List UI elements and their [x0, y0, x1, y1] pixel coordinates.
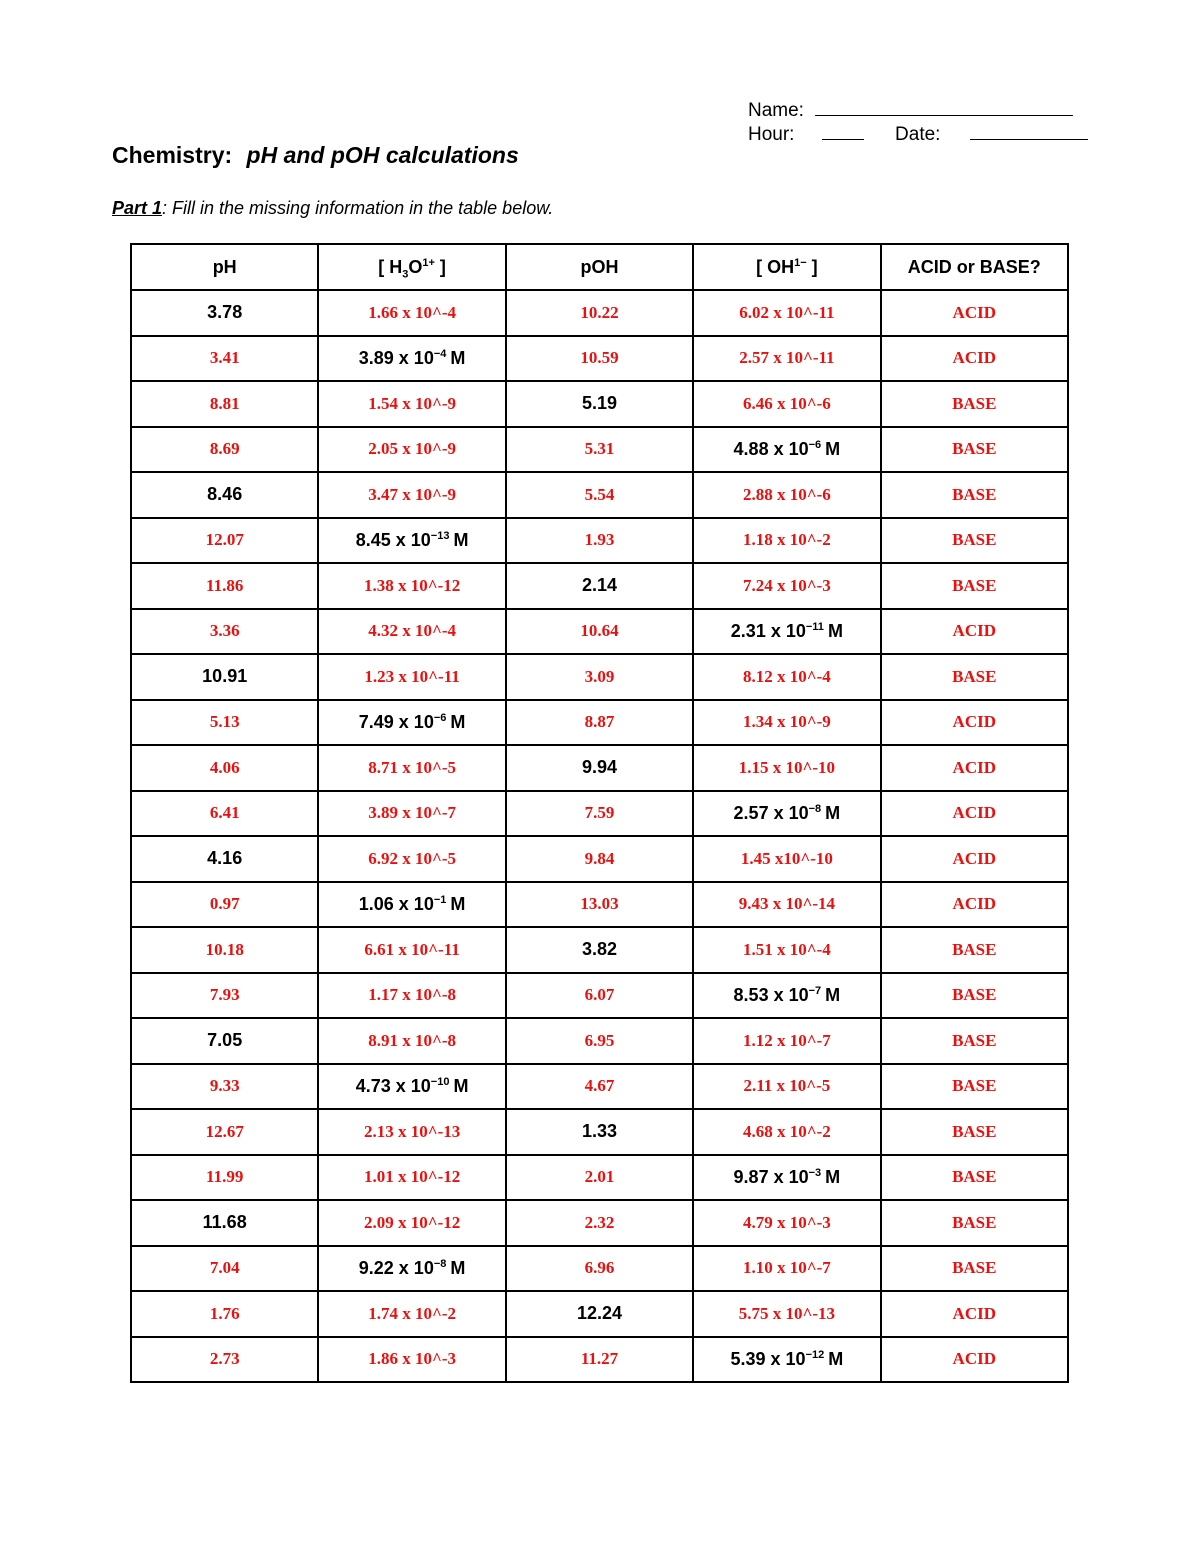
cell-poh: 2.32 [506, 1200, 693, 1246]
cell-poh: 1.93 [506, 518, 693, 564]
cell-ph: 8.81 [131, 381, 318, 427]
cell-h3o: 1.06 x $10^{-1}$ M [318, 882, 505, 928]
cell-oh: 1.18 x 10^-2 [693, 518, 880, 564]
cell-oh: 2.57 x 10^-11 [693, 336, 880, 382]
cell-type: BASE [881, 1018, 1068, 1064]
title-subject: pH and pOH calculations [246, 142, 519, 168]
name-line [748, 100, 1073, 122]
table-row [131, 973, 1068, 1019]
cell-oh: 1.10 x 10^-7 [693, 1246, 880, 1292]
table-row [131, 1155, 1068, 1201]
name-blank[interactable] [815, 100, 1073, 116]
cell-h3o: 3.89 x $10^{-4}$ M [318, 336, 505, 382]
table-row [131, 381, 1068, 427]
cell-ph: 4.16 [131, 836, 318, 882]
cell-h3o: 2.09 x 10^-12 [318, 1200, 505, 1246]
table-row [131, 1018, 1068, 1064]
cell-h3o: 1.01 x 10^-12 [318, 1155, 505, 1201]
cell-oh: 1.12 x 10^-7 [693, 1018, 880, 1064]
table-row [131, 1109, 1068, 1155]
header-oh: [ $OH^{1-}$ ] [693, 244, 880, 290]
part-label: Part 1 [112, 198, 163, 218]
cell-ph: 2.73 [131, 1337, 318, 1383]
cell-type: ACID [881, 1337, 1068, 1383]
page-title [112, 142, 519, 169]
cell-ph: 10.18 [131, 927, 318, 973]
cell-oh: 1.15 x 10^-10 [693, 745, 880, 791]
cell-poh: 6.07 [506, 973, 693, 1019]
cell-oh: 6.46 x 10^-6 [693, 381, 880, 427]
cell-h3o: 2.13 x 10^-13 [318, 1109, 505, 1155]
cell-type: BASE [881, 563, 1068, 609]
cell-poh: 11.27 [506, 1337, 693, 1383]
cell-poh: 3.82 [506, 927, 693, 973]
cell-type: BASE [881, 381, 1068, 427]
table-body [131, 290, 1068, 1382]
cell-type: BASE [881, 927, 1068, 973]
cell-type: BASE [881, 1109, 1068, 1155]
cell-h3o: 1.23 x 10^-11 [318, 654, 505, 700]
cell-h3o: 6.61 x 10^-11 [318, 927, 505, 973]
cell-type: ACID [881, 1291, 1068, 1337]
cell-poh: 9.84 [506, 836, 693, 882]
cell-oh: 6.02 x 10^-11 [693, 290, 880, 336]
cell-type: ACID [881, 745, 1068, 791]
cell-type: ACID [881, 836, 1068, 882]
header-h3o: [ $H_3O^{1+}$ ] [318, 244, 505, 290]
header-poh: pOH [506, 244, 693, 290]
cell-h3o: 8.91 x 10^-8 [318, 1018, 505, 1064]
cell-ph: 0.97 [131, 882, 318, 928]
cell-h3o: 9.22 x $10^{-8}$ M [318, 1246, 505, 1292]
cell-type: ACID [881, 609, 1068, 655]
instructions [112, 198, 553, 219]
table-row [131, 472, 1068, 518]
cell-oh: 8.53 x $10^{-7}$ M [693, 973, 880, 1019]
cell-ph: 3.78 [131, 290, 318, 336]
cell-poh: 5.54 [506, 472, 693, 518]
cell-h3o: 8.71 x 10^-5 [318, 745, 505, 791]
cell-h3o: 4.32 x 10^-4 [318, 609, 505, 655]
table-header-row [131, 244, 1068, 290]
cell-type: BASE [881, 427, 1068, 473]
cell-ph: 9.33 [131, 1064, 318, 1110]
cell-ph: 5.13 [131, 700, 318, 746]
cell-oh: 2.57 x $10^{-8}$ M [693, 791, 880, 837]
cell-oh: 4.88 x $10^{-6}$ M [693, 427, 880, 473]
cell-type: BASE [881, 518, 1068, 564]
cell-ph: 3.41 [131, 336, 318, 382]
cell-oh: 1.45 x10^-10 [693, 836, 880, 882]
table-row [131, 1337, 1068, 1383]
table-row [131, 1200, 1068, 1246]
cell-ph: 10.91 [131, 654, 318, 700]
cell-oh: 1.51 x 10^-4 [693, 927, 880, 973]
cell-oh: 2.11 x 10^-5 [693, 1064, 880, 1110]
cell-type: BASE [881, 654, 1068, 700]
cell-h3o: 3.89 x 10^-7 [318, 791, 505, 837]
cell-type: BASE [881, 472, 1068, 518]
cell-ph: 4.06 [131, 745, 318, 791]
cell-poh: 5.31 [506, 427, 693, 473]
cell-type: BASE [881, 973, 1068, 1019]
cell-ph: 6.41 [131, 791, 318, 837]
table-row [131, 518, 1068, 564]
cell-ph: 7.93 [131, 973, 318, 1019]
title-prefix: Chemistry: [112, 142, 233, 168]
cell-type: ACID [881, 290, 1068, 336]
cell-poh: 10.22 [506, 290, 693, 336]
cell-type: BASE [881, 1246, 1068, 1292]
cell-h3o: 1.66 x 10^-4 [318, 290, 505, 336]
cell-ph: 8.69 [131, 427, 318, 473]
cell-h3o: 1.17 x 10^-8 [318, 973, 505, 1019]
cell-poh: 9.94 [506, 745, 693, 791]
header-acid-or-base: ACID or BASE? [881, 244, 1068, 290]
cell-oh: 2.88 x 10^-6 [693, 472, 880, 518]
table-row [131, 791, 1068, 837]
table-row [131, 1246, 1068, 1292]
hour-label: Hour: [748, 124, 795, 145]
cell-poh: 6.95 [506, 1018, 693, 1064]
table-row [131, 290, 1068, 336]
cell-oh: 9.87 x $10^{-3}$ M [693, 1155, 880, 1201]
cell-oh: 7.24 x 10^-3 [693, 563, 880, 609]
cell-type: ACID [881, 700, 1068, 746]
cell-poh: 7.59 [506, 791, 693, 837]
hour-date-line [748, 124, 1088, 146]
table-row [131, 882, 1068, 928]
cell-ph: 11.86 [131, 563, 318, 609]
cell-poh: 3.09 [506, 654, 693, 700]
cell-poh: 6.96 [506, 1246, 693, 1292]
cell-h3o: 6.92 x 10^-5 [318, 836, 505, 882]
table-row [131, 1064, 1068, 1110]
cell-h3o: 2.05 x 10^-9 [318, 427, 505, 473]
cell-ph: 7.04 [131, 1246, 318, 1292]
table-row [131, 836, 1068, 882]
header-ph: pH [131, 244, 318, 290]
cell-type: ACID [881, 791, 1068, 837]
table-row [131, 563, 1068, 609]
hour-blank[interactable] [822, 124, 864, 140]
cell-ph: 12.07 [131, 518, 318, 564]
cell-oh: 5.75 x 10^-13 [693, 1291, 880, 1337]
cell-oh: 2.31 x $10^{-11}$ M [693, 609, 880, 655]
ph-table [130, 243, 1069, 1383]
cell-poh: 2.14 [506, 563, 693, 609]
cell-type: BASE [881, 1200, 1068, 1246]
cell-poh: 4.67 [506, 1064, 693, 1110]
cell-h3o: 1.38 x 10^-12 [318, 563, 505, 609]
date-label: Date: [895, 124, 941, 145]
cell-h3o: 3.47 x 10^-9 [318, 472, 505, 518]
cell-type: ACID [881, 882, 1068, 928]
table-row [131, 427, 1068, 473]
cell-h3o: 7.49 x $10^{-6}$ M [318, 700, 505, 746]
cell-ph: 12.67 [131, 1109, 318, 1155]
name-label: Name: [748, 100, 804, 121]
cell-poh: 10.59 [506, 336, 693, 382]
cell-h3o: 1.54 x 10^-9 [318, 381, 505, 427]
cell-oh: 8.12 x 10^-4 [693, 654, 880, 700]
cell-type: ACID [881, 336, 1068, 382]
instructions-text: : Fill in the missing information in the table below. [162, 198, 554, 218]
cell-poh: 1.33 [506, 1109, 693, 1155]
cell-h3o: 1.86 x 10^-3 [318, 1337, 505, 1383]
cell-poh: 5.19 [506, 381, 693, 427]
cell-oh: 1.34 x 10^-9 [693, 700, 880, 746]
table-row [131, 654, 1068, 700]
cell-h3o: 1.74 x 10^-2 [318, 1291, 505, 1337]
cell-oh: 9.43 x 10^-14 [693, 882, 880, 928]
table-row [131, 609, 1068, 655]
cell-poh: 2.01 [506, 1155, 693, 1201]
table-row [131, 700, 1068, 746]
table-row [131, 336, 1068, 382]
cell-ph: 7.05 [131, 1018, 318, 1064]
cell-h3o: 4.73 x $10^{-10}$ M [318, 1064, 505, 1110]
cell-h3o: 8.45 x $10^{-13}$ M [318, 518, 505, 564]
cell-ph: 8.46 [131, 472, 318, 518]
cell-oh: 4.68 x 10^-2 [693, 1109, 880, 1155]
cell-ph: 3.36 [131, 609, 318, 655]
table-row [131, 745, 1068, 791]
table-row [131, 927, 1068, 973]
table-row [131, 1291, 1068, 1337]
cell-poh: 12.24 [506, 1291, 693, 1337]
cell-ph: 1.76 [131, 1291, 318, 1337]
cell-poh: 13.03 [506, 882, 693, 928]
cell-ph: 11.68 [131, 1200, 318, 1246]
cell-ph: 11.99 [131, 1155, 318, 1201]
date-blank[interactable] [970, 124, 1088, 140]
cell-type: BASE [881, 1064, 1068, 1110]
cell-poh: 8.87 [506, 700, 693, 746]
cell-type: BASE [881, 1155, 1068, 1201]
cell-poh: 10.64 [506, 609, 693, 655]
cell-oh: 4.79 x 10^-3 [693, 1200, 880, 1246]
cell-oh: 5.39 x $10^{-12}$ M [693, 1337, 880, 1383]
